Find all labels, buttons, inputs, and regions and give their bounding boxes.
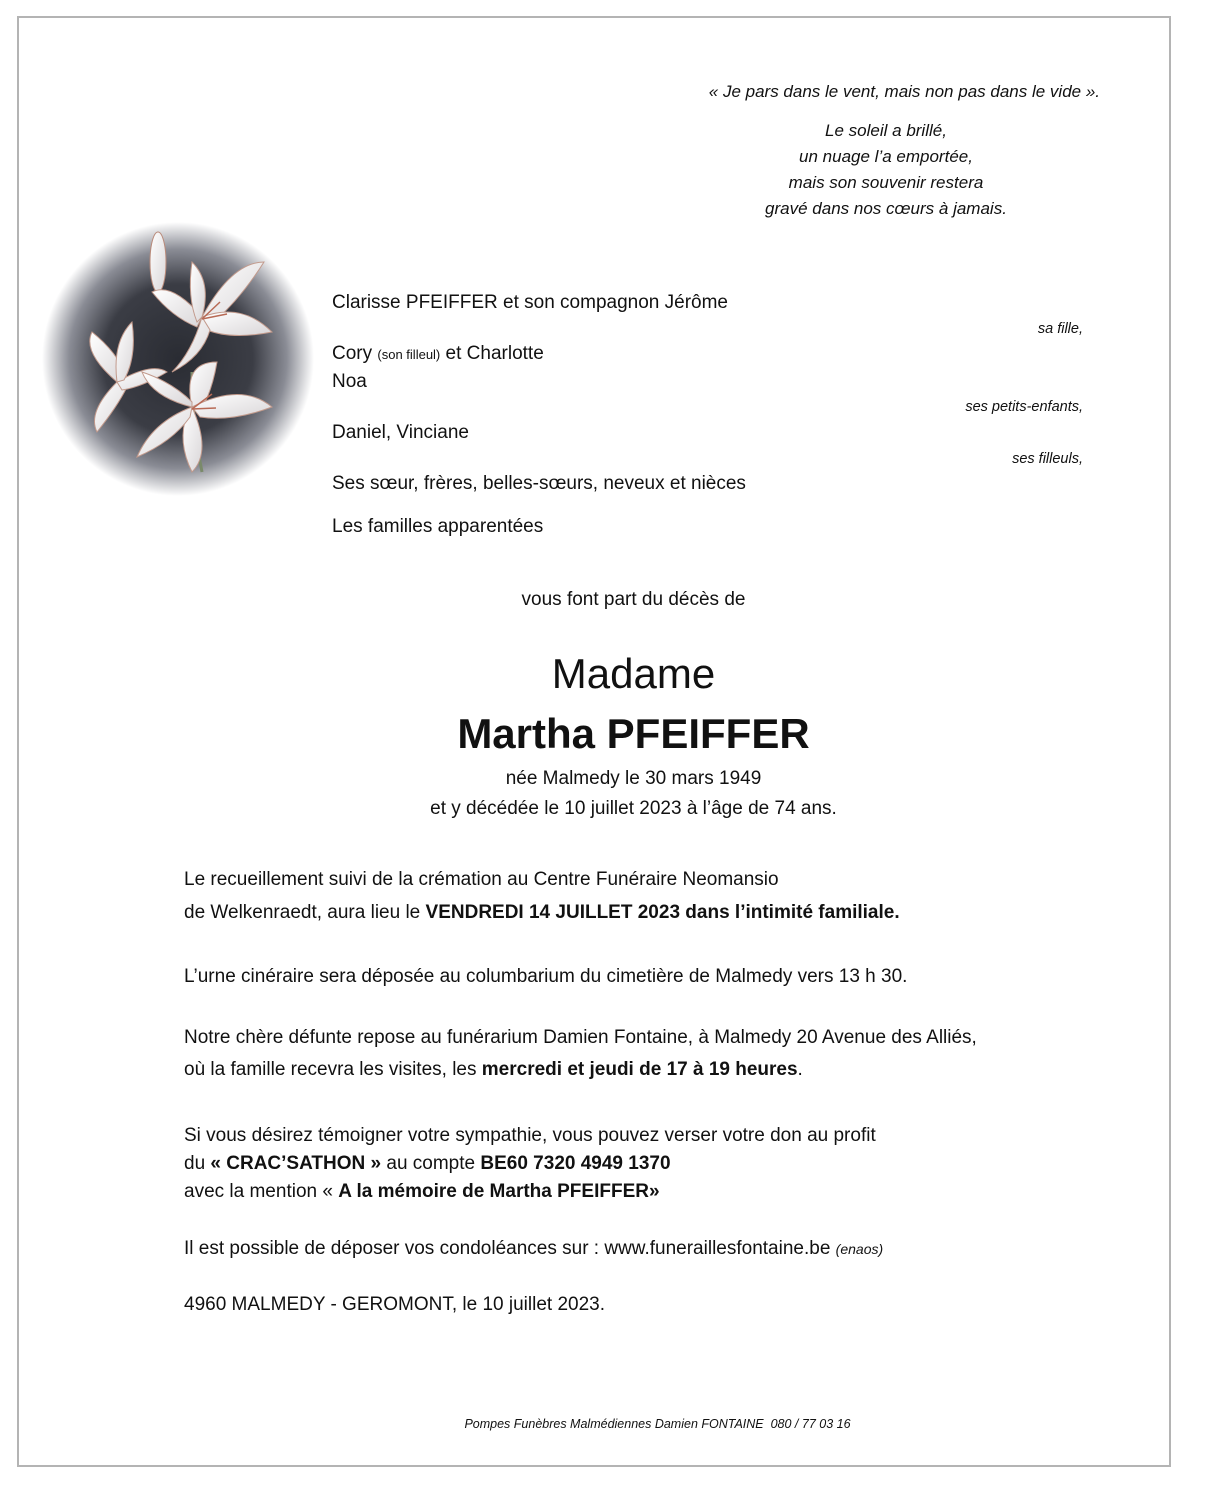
birth-info: née Malmedy le 30 mars 1949 (505, 768, 762, 789)
charity-name: « CRAC’SATHON » (210, 1153, 382, 1174)
rest-line-1: Notre chère défunte repose au funérarium Damien Fontaine, à Malmedy 20 Avenue des Alliés, (184, 1027, 977, 1048)
condolences-line (184, 1238, 883, 1260)
death-info: et y décédée le 10 juillet 2023 à l’âge de 74 ans. (430, 798, 837, 819)
relation-grandchildren: ses petits-enfants, (965, 399, 1083, 415)
family-siblings: Ses sœur, frères, belles-sœurs, neveux et nièces (332, 473, 746, 494)
rest-line-2-text: où la famille recevra les visites, les (184, 1059, 482, 1080)
donation-line-3-text: avec la mention « (184, 1181, 339, 1202)
lily-flower-image (42, 222, 314, 496)
donation-line-2-text: du (184, 1153, 211, 1174)
deceased-name: Martha PFEIFFER (457, 710, 810, 757)
family-godchildren: Daniel, Vinciane (332, 422, 469, 443)
condolences-note: (enaos) (835, 1241, 884, 1257)
ceremony-line-2-text: de Welkenraedt, aura lieu le (184, 902, 426, 923)
poem-line: Le soleil a brillé, (825, 121, 947, 140)
deceased-title: Madame (551, 650, 716, 697)
poem-quote: « Je pars dans le vent, mais non pas dans le vide ». (708, 82, 1100, 101)
donation-line-1: Si vous désirez témoigner votre sympathie, vous pouvez verser votre don au profit (184, 1125, 876, 1146)
condolences-text: Il est possible de déposer vos condoléances sur : www.funeraillesfontaine.be (184, 1238, 836, 1259)
place-date: 4960 MALMEDY - GEROMONT, le 10 juillet 2023. (184, 1294, 605, 1315)
grandchild-note: (son filleul) (377, 347, 441, 362)
ceremony-line-1: Le recueillement suivi de la crémation au Centre Funéraire Neomansio (184, 869, 779, 890)
visiting-hours: mercredi et jeudi de 17 à 19 heures (481, 1059, 798, 1080)
poem-line: un nuage l’a emportée, (799, 147, 973, 166)
poem-line: mais son souvenir restera (788, 173, 984, 192)
donation-line-2-mid: au compte (381, 1153, 481, 1174)
donation-line-2 (184, 1153, 671, 1175)
funeral-home-footer: Pompes Funèbres Malmédiennes Damien FONTAINE 080 / 77 03 16 (464, 1417, 851, 1431)
grandchild-rest: et Charlotte (445, 343, 544, 364)
ceremony-line-2 (184, 902, 900, 924)
family-grandchild-2: Noa (332, 371, 367, 392)
donation-mention: A la mémoire de Martha PFEIFFER» (338, 1181, 660, 1202)
poem-line: gravé dans nos cœurs à jamais. (765, 199, 1007, 218)
family-daughter: Clarisse PFEIFFER et son compagnon Jérôme (332, 292, 728, 313)
family-relatives: Les familles apparentées (332, 516, 544, 537)
relation-daughter: sa fille, (1037, 321, 1083, 337)
ceremony-date: VENDREDI 14 JUILLET 2023 dans l’intimité familiale. (425, 902, 900, 923)
bank-account: BE60 7320 4949 1370 (480, 1153, 671, 1174)
rest-line-2-end: . (797, 1059, 803, 1080)
donation-line-3 (184, 1181, 660, 1203)
announcement-intro: vous font part du décès de (521, 589, 746, 610)
grandchild-name: Cory (332, 343, 373, 364)
relation-godchildren: ses filleuls, (1012, 451, 1083, 467)
rest-line-2 (184, 1059, 803, 1081)
urn-info: L’urne cinéraire sera déposée au columbarium du cimetière de Malmedy vers 13 h 30. (184, 966, 908, 987)
poem (700, 118, 1072, 222)
family-grandchild-1 (332, 343, 544, 365)
